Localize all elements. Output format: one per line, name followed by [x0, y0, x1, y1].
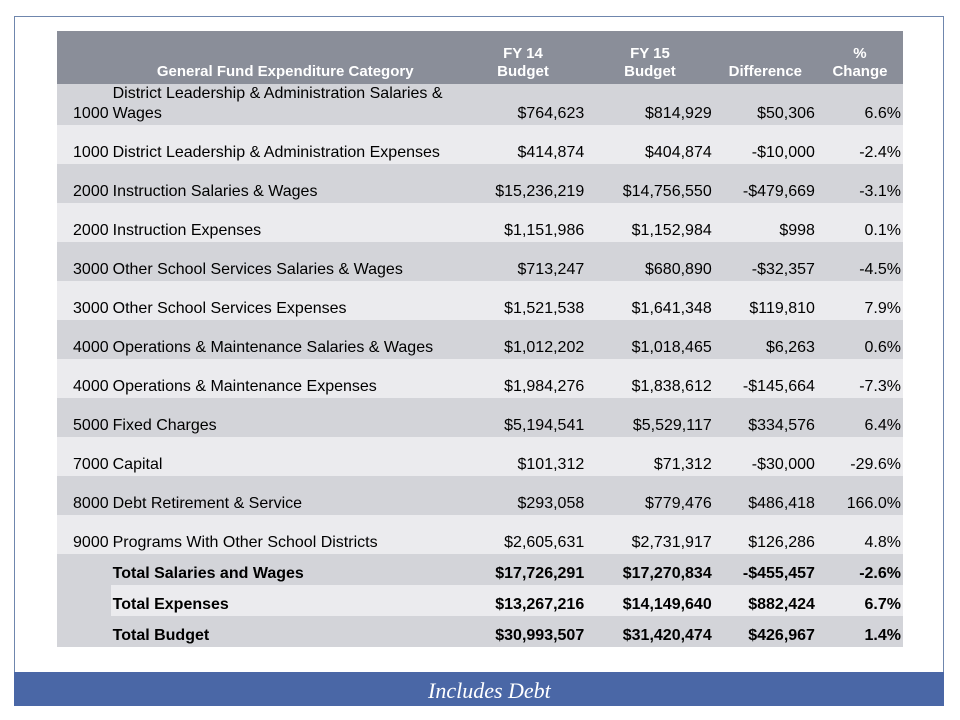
- header-row: [57, 31, 903, 84]
- row-fy15: $1,018,465: [586, 320, 714, 359]
- row-fy14: $2,605,631: [460, 515, 586, 554]
- total-difference: -$455,457: [714, 554, 817, 585]
- row-difference: $998: [714, 203, 817, 242]
- row-code: 1000: [57, 125, 111, 164]
- row-code: 4000: [57, 320, 111, 359]
- total-fy15: $31,420,474: [586, 616, 714, 647]
- row-fy15: $404,874: [586, 125, 714, 164]
- row-fy15: $814,929: [586, 84, 714, 125]
- row-fy15: $680,890: [586, 242, 714, 281]
- header-fy15-line2: Budget: [624, 63, 676, 80]
- row-category: Programs With Other School Districts: [111, 515, 460, 554]
- table-body: [57, 84, 903, 647]
- total-pct-change: 1.4%: [817, 616, 903, 647]
- table-row: [57, 203, 903, 242]
- row-difference: -$145,664: [714, 359, 817, 398]
- row-category: Fixed Charges: [111, 398, 460, 437]
- total-code: [57, 616, 111, 647]
- row-difference: -$30,000: [714, 437, 817, 476]
- header-difference: Difference: [714, 31, 817, 84]
- total-row: [57, 554, 903, 585]
- table-row: [57, 125, 903, 164]
- total-fy15: $14,149,640: [586, 585, 714, 616]
- row-pct-change: -7.3%: [817, 359, 903, 398]
- row-fy14: $1,521,538: [460, 281, 586, 320]
- table-row: [57, 84, 903, 125]
- table-row: [57, 320, 903, 359]
- row-fy14: $15,236,219: [460, 164, 586, 203]
- row-category: Operations & Maintenance Salaries & Wages: [111, 320, 460, 359]
- row-fy15: $1,641,348: [586, 281, 714, 320]
- table-row: [57, 281, 903, 320]
- table-row: [57, 476, 903, 515]
- table-row: [57, 242, 903, 281]
- row-difference: $119,810: [714, 281, 817, 320]
- row-fy15: $1,838,612: [586, 359, 714, 398]
- total-fy14: $30,993,507: [460, 616, 586, 647]
- row-fy14: $5,194,541: [460, 398, 586, 437]
- table-row: [57, 437, 903, 476]
- table-row: [57, 398, 903, 437]
- row-pct-change: 4.8%: [817, 515, 903, 554]
- header-fy15-line1: FY 15: [630, 45, 670, 62]
- row-category: Instruction Salaries & Wages: [111, 164, 460, 203]
- row-category: District Leadership & Administration Salaries & Wages: [111, 84, 460, 125]
- header-pct-line2: Change: [832, 63, 888, 80]
- header-fy14-line2: Budget: [497, 63, 549, 80]
- total-difference: $426,967: [714, 616, 817, 647]
- total-label: Total Salaries and Wages: [111, 554, 460, 585]
- row-code: 4000: [57, 359, 111, 398]
- row-category: Instruction Expenses: [111, 203, 460, 242]
- total-label: Total Expenses: [111, 585, 460, 616]
- row-code: 3000: [57, 242, 111, 281]
- row-code: 5000: [57, 398, 111, 437]
- row-code: 9000: [57, 515, 111, 554]
- row-fy14: $1,151,986: [460, 203, 586, 242]
- header-fy15: [586, 31, 714, 84]
- row-category: Other School Services Expenses: [111, 281, 460, 320]
- row-pct-change: -2.4%: [817, 125, 903, 164]
- row-difference: $6,263: [714, 320, 817, 359]
- row-difference: -$10,000: [714, 125, 817, 164]
- budget-table: [57, 31, 903, 647]
- row-fy15: $5,529,117: [586, 398, 714, 437]
- banner-text: Includes Debt: [428, 678, 551, 703]
- table-row: [57, 164, 903, 203]
- row-difference: $334,576: [714, 398, 817, 437]
- row-code: 8000: [57, 476, 111, 515]
- row-fy14: $414,874: [460, 125, 586, 164]
- row-fy14: $1,012,202: [460, 320, 586, 359]
- row-pct-change: 7.9%: [817, 281, 903, 320]
- row-difference: -$479,669: [714, 164, 817, 203]
- row-code: 7000: [57, 437, 111, 476]
- table-row: [57, 515, 903, 554]
- row-fy14: $293,058: [460, 476, 586, 515]
- row-pct-change: 6.6%: [817, 84, 903, 125]
- row-category: Other School Services Salaries & Wages: [111, 242, 460, 281]
- total-fy14: $13,267,216: [460, 585, 586, 616]
- row-fy14: $101,312: [460, 437, 586, 476]
- row-pct-change: -3.1%: [817, 164, 903, 203]
- footer-banner: [14, 672, 944, 706]
- row-fy15: $2,731,917: [586, 515, 714, 554]
- row-code: 2000: [57, 203, 111, 242]
- total-row: [57, 616, 903, 647]
- row-difference: $126,286: [714, 515, 817, 554]
- total-fy15: $17,270,834: [586, 554, 714, 585]
- total-label: Total Budget: [111, 616, 460, 647]
- row-category: District Leadership & Administration Expenses: [111, 125, 460, 164]
- header-pct-line1: %: [853, 45, 867, 62]
- row-pct-change: 0.1%: [817, 203, 903, 242]
- header-category: General Fund Expenditure Category: [111, 31, 460, 84]
- header-fy14: [460, 31, 586, 84]
- header-fy14-line1: FY 14: [503, 45, 543, 62]
- row-pct-change: 6.4%: [817, 398, 903, 437]
- header-code: [57, 31, 111, 84]
- row-fy14: $1,984,276: [460, 359, 586, 398]
- row-fy14: $764,623: [460, 84, 586, 125]
- row-pct-change: 166.0%: [817, 476, 903, 515]
- row-fy15: $71,312: [586, 437, 714, 476]
- row-difference: $50,306: [714, 84, 817, 125]
- row-fy14: $713,247: [460, 242, 586, 281]
- row-pct-change: -29.6%: [817, 437, 903, 476]
- row-pct-change: 0.6%: [817, 320, 903, 359]
- total-pct-change: -2.6%: [817, 554, 903, 585]
- row-category: Operations & Maintenance Expenses: [111, 359, 460, 398]
- row-code: 3000: [57, 281, 111, 320]
- row-code: 2000: [57, 164, 111, 203]
- table-header: [57, 31, 903, 84]
- total-difference: $882,424: [714, 585, 817, 616]
- table-row: [57, 359, 903, 398]
- row-category: Capital: [111, 437, 460, 476]
- total-fy14: $17,726,291: [460, 554, 586, 585]
- total-row: [57, 585, 903, 616]
- row-difference: -$32,357: [714, 242, 817, 281]
- total-code: [57, 585, 111, 616]
- row-fy15: $779,476: [586, 476, 714, 515]
- row-pct-change: -4.5%: [817, 242, 903, 281]
- header-pct-change: [817, 31, 903, 84]
- row-code: 1000: [57, 84, 111, 125]
- row-category: Debt Retirement & Service: [111, 476, 460, 515]
- row-fy15: $14,756,550: [586, 164, 714, 203]
- total-pct-change: 6.7%: [817, 585, 903, 616]
- row-difference: $486,418: [714, 476, 817, 515]
- row-fy15: $1,152,984: [586, 203, 714, 242]
- total-code: [57, 554, 111, 585]
